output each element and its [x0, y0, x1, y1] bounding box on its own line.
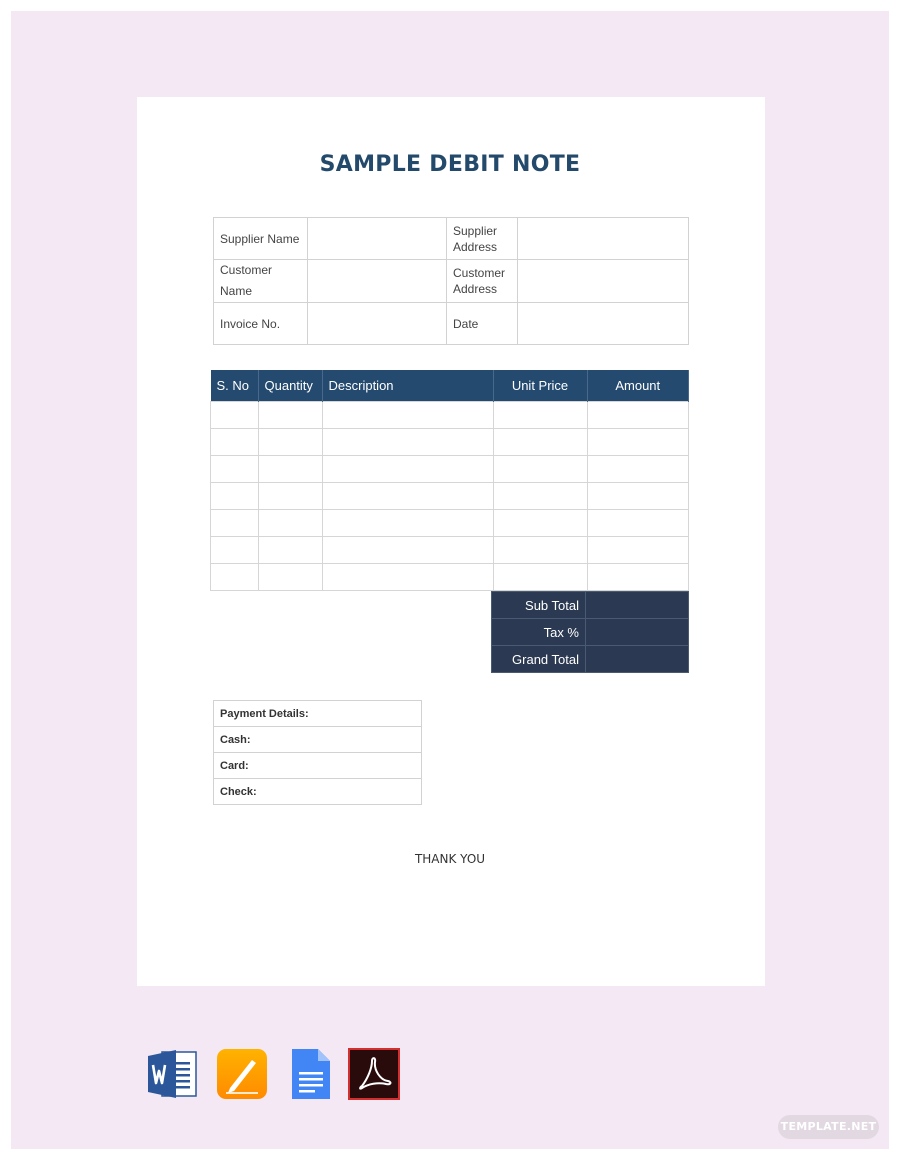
tax-label: Tax % [492, 619, 586, 646]
table-cell[interactable] [587, 429, 689, 456]
supplier-name-field[interactable] [308, 218, 447, 260]
invoice-no-label: Invoice No. [214, 303, 308, 345]
grand-total-label: Grand Total [492, 646, 586, 673]
table-cell[interactable] [322, 483, 493, 510]
table-cell[interactable] [493, 483, 587, 510]
date-label: Date [447, 303, 518, 345]
header-description: Description [322, 370, 493, 402]
table-cell[interactable] [322, 456, 493, 483]
sub-total-label: Sub Total [492, 592, 586, 619]
items-table [210, 370, 689, 591]
table-cell[interactable] [587, 537, 689, 564]
table-cell[interactable] [322, 510, 493, 537]
table-cell[interactable] [211, 429, 259, 456]
info-table [213, 217, 689, 345]
table-cell[interactable] [493, 429, 587, 456]
table-row [211, 510, 689, 537]
google-docs-icon[interactable] [284, 1048, 336, 1100]
payment-table [213, 700, 422, 805]
table-cell[interactable] [258, 510, 322, 537]
items-header-row [211, 370, 689, 402]
table-cell[interactable] [587, 510, 689, 537]
table-cell[interactable] [258, 564, 322, 591]
payment-row [214, 727, 422, 753]
table-cell[interactable] [493, 564, 587, 591]
supplier-address-field[interactable] [518, 218, 689, 260]
invoice-no-field[interactable] [308, 303, 447, 345]
header-unit-price: Unit Price [493, 370, 587, 402]
table-cell[interactable] [211, 564, 259, 591]
customer-name-field[interactable] [308, 260, 447, 303]
table-cell[interactable] [211, 537, 259, 564]
table-row [211, 429, 689, 456]
table-cell[interactable] [322, 402, 493, 429]
supplier-address-label: Supplier Address [447, 218, 518, 260]
table-cell[interactable] [493, 510, 587, 537]
payment-details-heading: Payment Details: [214, 701, 422, 727]
table-row [211, 564, 689, 591]
table-cell[interactable] [587, 483, 689, 510]
table-cell[interactable] [587, 402, 689, 429]
totals-table [491, 591, 689, 673]
table-cell[interactable] [258, 429, 322, 456]
word-icon[interactable] [146, 1048, 198, 1100]
pdf-icon[interactable] [348, 1048, 400, 1100]
grand-total-field[interactable] [586, 646, 689, 673]
header-amount: Amount [587, 370, 689, 402]
table-cell[interactable] [322, 564, 493, 591]
table-row [211, 456, 689, 483]
table-cell[interactable] [258, 402, 322, 429]
template-net-watermark: TEMPLATE.NET [778, 1115, 879, 1139]
table-cell[interactable] [322, 429, 493, 456]
info-row [214, 260, 689, 303]
card-label: Card: [214, 753, 422, 779]
cash-label: Cash: [214, 727, 422, 753]
table-cell[interactable] [211, 483, 259, 510]
page-title: SAMPLE DEBIT NOTE [319, 152, 581, 177]
pages-icon[interactable] [216, 1048, 268, 1100]
info-row [214, 218, 689, 260]
customer-address-label: Customer Address [447, 260, 518, 303]
table-cell[interactable] [258, 483, 322, 510]
table-cell[interactable] [493, 402, 587, 429]
customer-name-label: Customer Name [214, 260, 308, 303]
table-cell[interactable] [587, 456, 689, 483]
sub-total-field[interactable] [586, 592, 689, 619]
table-row [211, 537, 689, 564]
table-cell[interactable] [211, 456, 259, 483]
thank-you-text: THANK YOU [414, 852, 486, 866]
payment-row [214, 779, 422, 805]
table-cell[interactable] [211, 510, 259, 537]
customer-address-field[interactable] [518, 260, 689, 303]
table-row [211, 483, 689, 510]
table-cell[interactable] [211, 402, 259, 429]
info-row [214, 303, 689, 345]
check-label: Check: [214, 779, 422, 805]
tax-field[interactable] [586, 619, 689, 646]
table-cell[interactable] [322, 537, 493, 564]
table-cell[interactable] [258, 456, 322, 483]
payment-row [214, 753, 422, 779]
totals-row [492, 619, 689, 646]
table-row [211, 402, 689, 429]
table-cell[interactable] [587, 564, 689, 591]
table-cell[interactable] [493, 537, 587, 564]
header-quantity: Quantity [258, 370, 322, 402]
header-s-no: S. No [211, 370, 259, 402]
payment-row [214, 701, 422, 727]
totals-row [492, 646, 689, 673]
table-cell[interactable] [258, 537, 322, 564]
totals-row [492, 592, 689, 619]
date-field[interactable] [518, 303, 689, 345]
supplier-name-label: Supplier Name [214, 218, 308, 260]
table-cell[interactable] [493, 456, 587, 483]
